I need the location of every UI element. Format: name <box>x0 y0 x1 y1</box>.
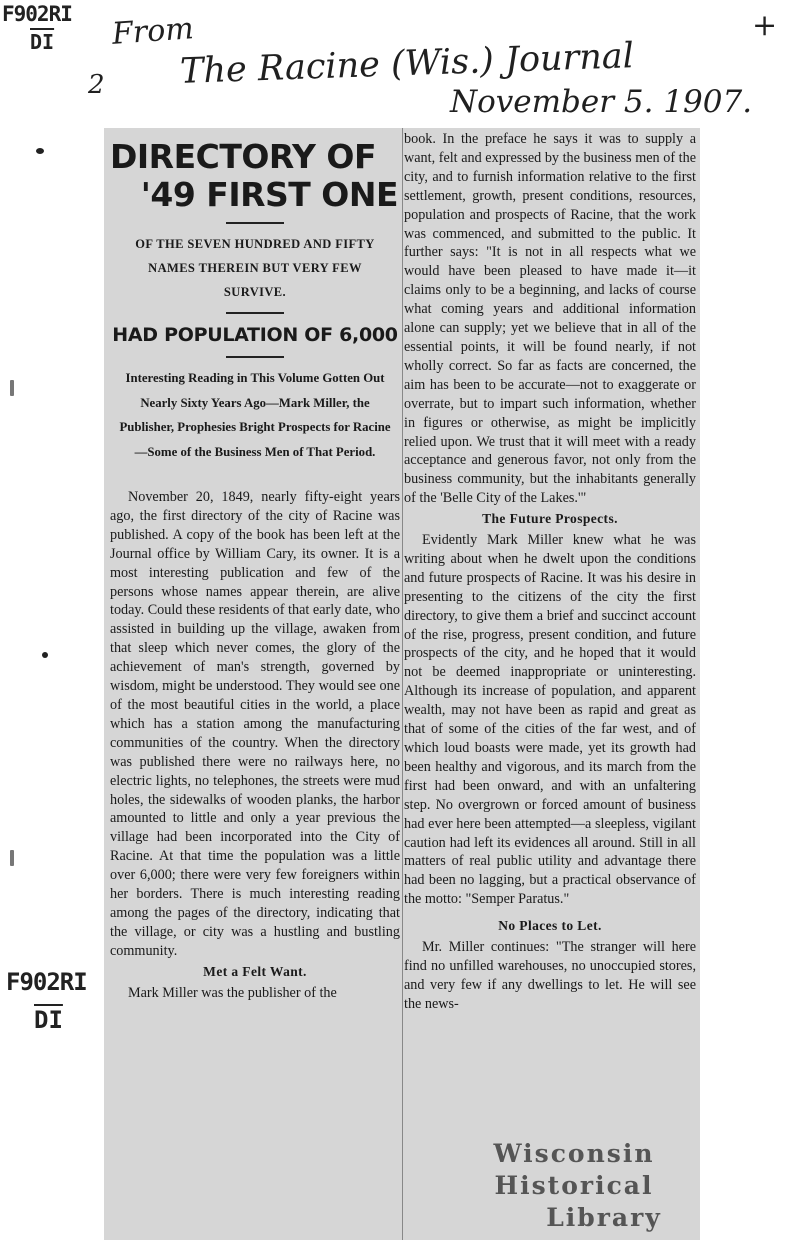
side-call-number: F902RI <box>6 968 87 996</box>
rule <box>226 356 284 358</box>
paragraph-2-continued: book. In the preface he says it was to supply a want, felt and expressed by the business men of the city, and to furnish information relative to the first settlement, growth, present conditions, resources, population and prospects of Racine, that the work was commenced, and submitted to the public. It further says: "It is not in all respects what we would have been pleased to have made it—it claims only to be a beginning, and lacks of course what coming years and additional information alone can supply; yet we believe that in all of the essential points, it will be found nearly, if not wholly correct. So far as facts are concerned, the aim has been to be accurate—not to exaggerate or overrate, but to impart such information, whether in figures or otherwise, as might be implicitly relied upon. We trust that it will meet with a ready acceptance and generous favor, not only from the business community, but the inhabitants generally of the 'Belle City of the Lakes.'" <box>404 131 696 507</box>
page-number: 2 <box>88 70 105 100</box>
rule <box>226 222 284 224</box>
headline-line-2: '49 FIRST ONE <box>140 175 398 214</box>
call-suffix: $\overline{DI}$ <box>30 30 55 54</box>
paragraph-1: November 20, 1849, nearly fifty-eight years ago, the first directory of the city of Racine was published. A copy of the book has been left at the Journal office by William Cary, its owner. It is a most interesting publication and few of the persons whose names appear therein, are alive today. Could these residents of that early date, who assisted in building up the village, awaken from that sleep which never comes, the glory of the achievement of man's strength, governed by wisdom, might be understood. They would see one of the most beautiful cities in the world, a place which has a station among the manufacturing communities of the country. When the directory was published there were no railways here, no electric lights, no telephones, the streets were mud holes, the sidewalks of wooden planks, the harbor amounted to little and only a year previous the village had been incorporated into the City of Racine. At that time the population was a little over 6,000; there were very few foreigners within her borders. There is much interesting reading among the pages of the directory, indicating that the village, or city was a hustling and bustling community. <box>110 489 400 959</box>
source-prefix: From <box>110 11 195 52</box>
call-number: F902RI <box>2 2 72 26</box>
source-name: The Racine (Wis.) Journal <box>179 36 635 92</box>
margin-dot <box>10 380 14 396</box>
right-column <box>404 130 696 1014</box>
headline-line-3: HAD POPULATION OF 6,000 <box>112 324 398 346</box>
library-stamp <box>444 1138 704 1234</box>
margin-dot <box>36 148 44 154</box>
deck-2: Interesting Reading in This Volume Gotten Out Nearly Sixty Years Ago—Mark Miller, the Publisher, Prophesies Bright Prospects for Racine—Some of the Business Men of That Period. <box>119 371 391 459</box>
column-divider <box>402 128 403 1240</box>
paragraph-3: Evidently Mark Miller knew what he was writing about when he dwelt upon the conditions and future prospects of Racine. It was his desire in presenting to the citizens of the city the first directory, to give them a brief and succinct account of the rise, progress, present condition, and future prospects of the city, and he hoped that it would not be deemed inappropriate or uninteresting. Although its increase of population, and apparent wealth, may not have been as rapid and great as that of some of the cities of the far west, and of which loud boasts were made, yet its growth had been healthy and vigorous, and its march from the first had been onward, and with an unfaltering step. No overgrown or forced amount of business had ever here been attempted—a sleepless, vigilant caution had left its evidences all around. Still in all matters of real public utility and advantage there had been no lagging, but a practical observance of the motto: "Semper Paratus." <box>404 532 696 908</box>
margin-dot <box>10 850 14 866</box>
subhead-future-prospects: The Future Prospects. <box>482 511 618 527</box>
subhead-met-a-felt-want: Met a Felt Want. <box>203 963 307 979</box>
corner-mark: + <box>752 8 778 43</box>
margin-dot <box>42 652 48 658</box>
paragraph-4: Mr. Miller continues: "The stranger will here find no unfilled warehouses, no unoccupied stores, and very few if any dwellings to let. He will see the news- <box>404 939 696 1012</box>
headline-line-1: DIRECTORY OF <box>110 137 376 176</box>
library-stamp-line-2: Library <box>546 1203 662 1232</box>
rule <box>226 312 284 314</box>
paragraph-2-start: Mark Miller was the publisher of the <box>128 984 337 1001</box>
left-column <box>110 128 400 1002</box>
library-stamp-line-1: Wisconsin Historical <box>493 1139 655 1200</box>
deck-1: OF THE SEVEN HUNDRED AND FIFTY NAMES THEREIN BUT VERY FEW SURVIVE. <box>135 237 375 299</box>
source-date: November 5. 1907. <box>450 84 753 120</box>
subhead-no-places-to-let: No Places to Let. <box>498 918 602 934</box>
side-call-suffix: $\overline{DI}$ <box>34 1006 63 1034</box>
